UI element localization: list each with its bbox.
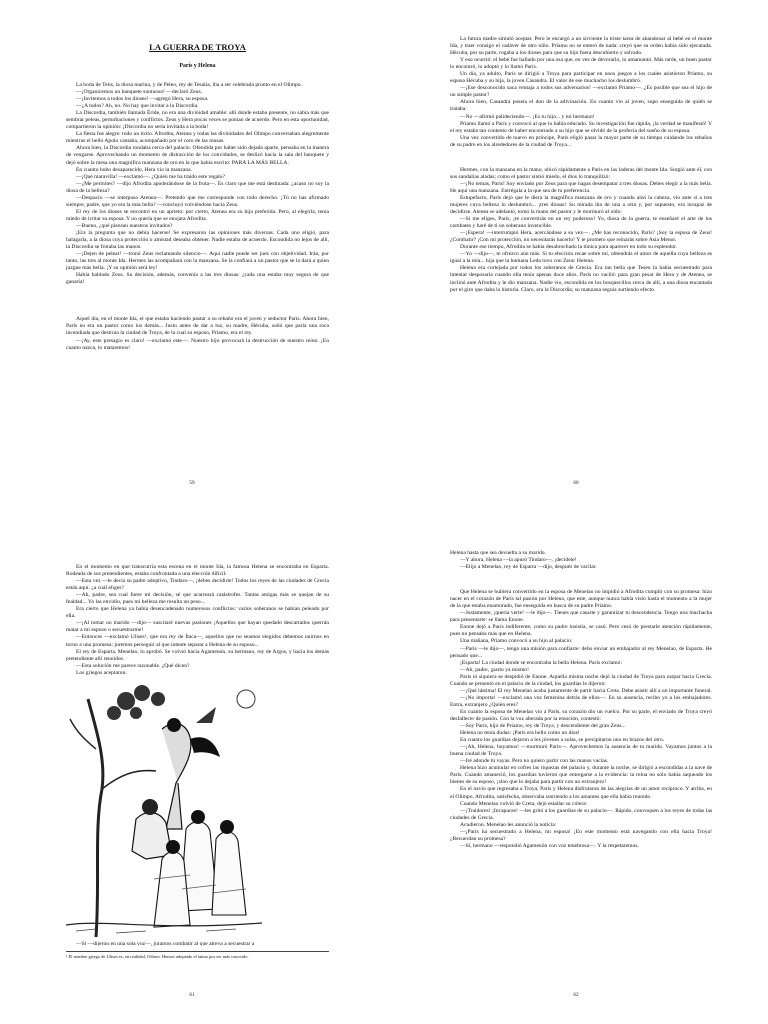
- paragraph: —Esta vez —le decía su padre adoptivo, Tindaro—, ¡debes decidirte! Todos los reyes de las ciudades de Grecia están aquí. ¿a cuál eliges?: [66, 578, 329, 592]
- paragraph: —¡Al tomar un marido —dijo— suscitaré nuevas pasiones ¡Aquellos que hayan quedado descartados querrán matar a mi esposo o secuestrarme!: [66, 620, 329, 634]
- paragraph: —¡Ese desconocido saca ventaja a todos sus adversarios! —exclamó Príamo—. ¿Es posible que sea el hijo de un simple pastor?: [450, 85, 712, 99]
- paragraph: En cuanto hubo desaparecido, Hera vio la manzana.: [76, 166, 193, 173]
- paragraph: Que Helena se hubiera convertido en la esposa de Menelao no impidió a Afrodita cumplir con su promesa: hizo nacer en el corazón de París tal pasión por Helena, que este, aunque nunca había visto hasta el momento a la mujer de la que estaba enamorado, fue enseguida en busca de su padre Príamo.: [450, 589, 712, 610]
- paragraph: —No —afirmó palideciendo—. ¡Es tu hijo... y mi hermano!: [460, 113, 595, 120]
- paragraph: El rey de los dioses se encontró en un aprieto: por cierto, Atenea era su hija preferida. Pero, al elegirla, tenía miedo de irritar su esposa. Y no quería que se enojara Afrodita.: [66, 208, 329, 222]
- paragraph: —Bueno, ¿qué piensan nuestros invitados?: [76, 222, 173, 229]
- paragraph: —¡Invitemos a todos los dioses! —agregó Hera, su esposa.: [76, 96, 209, 103]
- page-59: [0, 0, 384, 512]
- paragraph: Una mañana, Príamo convocó a su hijo al palacio:: [460, 638, 573, 645]
- paragraph: Un día, ya adulto, París se dirigió a Troya para participar en unos juegos a los cuales asistieron Príamo, su esposa Hécuba y su hija, la joven Casandra. El valor de ese muchacho los deslumbró.: [450, 71, 712, 85]
- page-62-text: [450, 550, 712, 850]
- paragraph: —Ah, padre, sea cual fuere mi decisión, sé que acarreará catástrofes. Tantas amigas más se quejan de su fealdad... Yo las envidio, pues mi belleza me resulta un peso...: [66, 592, 329, 606]
- paragraph: El rey de Esparta, Menelao, lo aprobó. Se volvió hacia Agamenón, su hermano, rey de Argos, y hacia los demás pretendiente allí reunidos.: [66, 648, 329, 662]
- paragraph: ¡Era la pregunta que no debía hacerse! Se expresaron las opiniones más diversas. Cada uno eligió, para halagarla, a la diosa cuya protección o amistad deseaba obtener. Nadie estaba de acuerdo. Escondida no lejos de allí, la Discordia se frotaba las manos.: [66, 229, 329, 251]
- paragraph: Helena no tenía dudas: ¡París era bello como un dios!: [460, 730, 580, 737]
- paragraph: Aquel día, en el monte Ida, el que estaba haciendo pastar a su rebaño era el joven y seductor París. Ahora bien, París no era un pastor como los demás... Justo antes de dar a luz, su madre, Hécuba, soñó que paría una roca incendiada que destruía la ciudad de Troya, de la cual su esposo, Príamo, era el rey.: [66, 316, 329, 337]
- paragraph: Había hablado Zeus. Su decisión, además, convenía a las tres diosas: ¿cada una estaba muy segura de que ganaría!: [66, 272, 329, 286]
- paragraph: La fiesta fue alegre: todo un éxito. Afrodita, Atenea y todas las divinidades del Olimpo conversaban alegremente mientras el bello Apolo cantaba, acompañado por el coro de las musas.: [66, 131, 329, 145]
- paragraph: Era cierto que Helena ya había desencadenado numerosos conflictos: varios soberanos se habían peleado por ella.: [66, 606, 329, 620]
- paragraph: Los griegos aceptaron.: [76, 669, 127, 676]
- paragraph: —Iré adonde tú vayas. Pero no quiero partir con las manos vacías.: [460, 758, 609, 765]
- paragraph: —Sí, hermano —respondió Agamenón con voz tenebrosa—. Y la respetaremos.: [460, 842, 639, 849]
- paragraph: —¡Traidores! ¡Incapaces! —les gritó a los guardias de su palacio—. Rápido, convoquen a los reyes de todas las ciudades de Grecia.: [450, 807, 712, 821]
- paragraph: Helena hasta que sea devuelta a su marido.: [450, 550, 546, 556]
- paragraph: Estupefacto, París dejó que le diera la magnífica manzana de oro y cuando alzó la cabeza, vio ante sí a tres mujeres cuya belleza lo deslumbró... ¡tres diosas! Su mirada iba de una a otra y, por supuesto, era incapaz de decidirse. Atenea se adelantó, tomó la mano del pastor y le murmuró al oído:: [450, 194, 712, 216]
- paragraph: ¡Esparta! La ciudad donde se encontraba la bella Helena. París exclamó:: [460, 659, 622, 666]
- paragraph: —¡Espera! —interrumpió Hera, acercándose a su vez—. ¿Me has reconocido, París? ¡Soy la esposa de Zeus! ¿Combatir? ¡Con mi protección, no necesitarás hacerlo! Y te prometo que reinarás sobre Asia Menor.: [450, 230, 712, 244]
- page-61: [0, 512, 384, 1024]
- paragraph: Enone dejó a París indiferente; como su padre insistía, se casó. Pero cesó de prestarle atención rápidamente, pues no pensaba más que en Helena.: [450, 624, 712, 638]
- paragraph: —Yo —dijo—, te ofrezco aún más. Si tu elección recae sobre mí, obtendrás el amor de aquella cuya belleza es igual a la mía... hija que la humana Leda tuvo con Zeus: Helena.: [450, 251, 712, 265]
- paragraph: París ni siquiera se despidió de Enone. Aquella misma noche dejó la ciudad de Troya para zarpar hacia Grecia. Cuando se presentó en el palacio de la ciudad, los guardias le dijeron:: [450, 673, 712, 687]
- paragraph: —¡Organicemos un banquete suntuoso! —declaró Zeus.: [76, 89, 203, 96]
- paragraph: Y eso ocurrió: el bebé fue hallado por una osa que, en vez de devorarlo, lo amamantó. Más tarde, un buen pastor lo encontró, lo adoptó y lo llamó París.: [450, 57, 712, 71]
- paragraph: —Sí —dijeron en una sola voz—, juramos combatir al que atreva a secuestrar a: [76, 940, 255, 947]
- paragraph: Helena era cortejada por todos los soberanos de Grecia. Era tan bella que Teseo la había secuestrado para intentar desposarla cuando ella tenía apenas doce años. París no vaciló: para gran pesar de Hera y de Atenea, se inclinó ante Afrodita y le dio manzana. Nadie vio, escondida en los bosquecillos cerca de allí, a una diosa encantada por el giro que daba la historia. Claro, era la Discordia; su manzana seguía surtiendo efecto.: [450, 265, 712, 293]
- paragraph: —Y ahora, Helena —la apuró Tindaro—, ¡decídete!: [460, 557, 577, 564]
- paragraph: La futura madre simuló aceptar. Pero le encargó a un sirviente la triste tarea de abandonar al bebé en el monte Ida, y traer consigo el cadáver de otro niño. Príamo no se enteró de nada: creyó que su orden había sido ejecutada. Hécuba, por su parte, rogaba a los dioses para que su hijo fuera descubierto y salvado.: [450, 36, 712, 57]
- paragraph: En cuanto la esposa de Menelao vio a París, su corazón dio un vuelco. Por su parte, el enviado de Troya creyó desfallecer de pasión. Con la voz alterada por la emoción, contestó:: [450, 708, 712, 722]
- page-60-text: [450, 36, 712, 294]
- paragraph: Helena hizo acumular en cofres las riquezas del palacio y, durante la noche, se dirigió a escondidas a la nave de París. Cuando amaneció, los guardias tuvieron que entregarse a la evidencia: la reina no sólo había saqueado los bienes de su esposo, ¡sino que lo dejaba para partir con un extranjero!: [450, 765, 712, 786]
- page-61-text: [66, 564, 329, 960]
- paragraph: La boda de Tetis, la diosa marina, y de Peleo, rey de Tesalia, iba a ser celebrada pronto en el Olimpo.: [76, 82, 302, 88]
- paragraph: —París —le dijo—, tengo una misión para confiarte: debo enviar un embajador al rey Menelao, de Esparta. He pensado que...: [450, 645, 712, 659]
- paragraph: En el navío que regresaba a Troya, París y Helena disfrutaron de las alegrías de un amor recíproco. Y arriba, en el Olimpo, Afrodita, satisfecha, observaba sonriendo a los amantes que ella había reunido.: [450, 786, 712, 800]
- page-number: 61: [189, 992, 195, 998]
- paragraph: —Soy París, hijo de Príamo, rey de Troya, y descendiente del gran Zeus...: [460, 723, 626, 730]
- paragraph: —Esta solución me parece razonable. ¿Qué dicen?: [76, 662, 190, 669]
- paragraph: Durante ese tiempo, Afrodita se había desabrochado la túnica para aparecer en todo su esplendor.: [460, 244, 678, 251]
- paragraph: —Justamente, ¡quería verte! —le dijo—. Tienes que casarte y garantizar tu descendencia. Tengo una muchacha para presentarte: se llama Enone.: [450, 610, 712, 624]
- paragraph: —Elijo a Menelao, rey de Esparta —dijo, después de vacilar.: [460, 564, 597, 571]
- paragraph: —¡Qué lástima! El rey Menelao acaba justamente de partir hacia Creta. Debe asistir allí a un importante funeral.: [460, 687, 712, 694]
- chapter-subtitle: París y Helena: [179, 63, 216, 69]
- paragraph: —Entonces —exclamó Ulises¹, que era rey de Ítaca—, aquellos que no seamos elegidos debemos unirnos en torno a una promesa: juremos perseguir al que intente separar a Helena de su esposo...: [66, 634, 329, 648]
- paragraph: Una vez convertido de nuevo en príncipe, París eligió pasar la mayor parte de su tiempo cuidando los rebaños de su padre en los alrededores de la ciudad de Troya...: [450, 134, 712, 148]
- page-62: [384, 512, 768, 1024]
- paragraph: Príamo llamó a París y convocó al que lo había educado. Su investigación fue rápida, ¡la verdad se manifestó! Y el rey estaba tan contento de haber encontrado a su hijo que se olvidó de la profecía del sueño de su esposa.: [450, 120, 712, 134]
- section-break: [450, 149, 712, 167]
- paragraph: —¡Ay, este presagio es claro! —exclamó este—. Nuestro hijo provocará la destrucción de nuestro reino. ¡En cuanto nazca, lo mataremos!: [66, 337, 329, 351]
- paragraph: Cuando Menelao volvió de Creta, dejó estallar su cólera:: [460, 800, 588, 807]
- paragraph: —Despacio —se interpuso Atenea—. Pretendo que me corresponde con todo derecho. ¡Tú no has afirmado siempre, padre, que yo era la más bella? —concluyó volviéndose hacia Zeus.: [66, 194, 329, 208]
- illustration-ink-drawing: [66, 679, 262, 937]
- paragraph: —¡Dejen de pelear! —tronó Zeus reclamando silencio—. Aquí nadie puede ser juez con objetividad. Irán, por tanto, las tres al monte Ida. Hermes las acompañará con la manzana. Se la confiará a un pastor que se la dará a quien juzgue más bella. ¡Y su opinión será ley!: [66, 251, 329, 272]
- paragraph: Ahora bien, la Discordia rondaba cerca del palacio. Ofendida por haber sido dejada aparte, pensaba en la manera de vengarse. Aprovechando un momento de distracción de los convidados, se deslizó hacia la sala del banquete y dejó sobre la mesa una magnífica manzana de oro en la que había escrito: PARA LA MÁS BELLA.: [66, 145, 329, 166]
- footnote: ¹ El nombre griego de Ulises es, en realidad, Odiseo. Hemos adoptado el latino por ser más conocido.: [66, 951, 329, 960]
- paragraph: —Ah, padre, ¡parto ya mismo!: [460, 666, 529, 673]
- paragraph: —¡No importa! —exclamó una voz femenina detrás de ellos—. En su ausencia, recibo yo a los embajadores. Entra, extranjero ¿Quién eres?: [450, 694, 712, 708]
- paragraph: —¡Qué maravilla! —exclamó—. ¿Quién me ha traído este regalo?: [76, 173, 225, 180]
- paragraph: —¡París ha secuestrado a Helena, mi esposa! ¡En este momento está navegando con ella hacia Troya! ¿Recuerdan su promesa?: [450, 828, 712, 842]
- paragraph: En el momento en que transcurría esta escena en el monte Ida, la famosa Helena se encontraba en Esparta. Rodeada de sus pretendientes, estaba confrontada a una elección difícil:: [66, 564, 329, 578]
- paragraph: En cuanto los guardias dejaron a los jóvenes a solas, se precipitaron uno en brazos del otro.: [460, 737, 665, 744]
- paragraph: —¡No temas, París! Soy enviado por Zeus para que hagas desempatar a tres diosas. Debes elegir a la más bella. He aquí una manzana. Entrégala a la que sea de tu preferencia.: [450, 180, 712, 194]
- paragraph: Acudieron. Menelao les anunció la noticia:: [460, 821, 557, 828]
- paragraph: —¿A todos? Ah, no. No hay que invitar a la Discordia.: [76, 103, 199, 110]
- page-number: 59: [189, 480, 195, 486]
- page-number: 62: [573, 992, 579, 998]
- paragraph: La Discordia, también llamada Éride, no era una divinidad amable: allí donde estaba presente, no sabía más que sembrar peleas, perturbaciones y conflictos. Zeus y Hera pocas veces se ponían de acuerdo. Pero en esta oportunidad, compartieron la opinión: ¡Discordia no sería invitada a la boda!: [66, 110, 329, 131]
- paragraph: Ahora bien, Casandra poseía el don de la adivinación. En cuanto vio al joven, supo enseguida de quién se trataba:: [450, 99, 712, 113]
- chapter-title: LA GUERRA DE TROYA: [149, 42, 246, 52]
- paragraph: Hermes, con la manzana en la mano, ubicó rápidamente a París en las laderas del monte Ida. Surgió ante él, con sus sandalias aladas; como el pastor sintió miedo, el dios lo tranquilizó:: [450, 166, 712, 180]
- section-break: [450, 571, 712, 589]
- section-break: [66, 286, 329, 316]
- paragraph: —¿Me permites? —dijo Afrodita apoderándose de la fruta—. Es claro que me está destinada: ¿acaso no soy la diosa de la belleza?: [66, 180, 329, 194]
- page-60: [384, 0, 768, 512]
- paragraph: —¡Ah, Helena, huyamos! —murmuró París—. Aprovechemos la ausencia de tu marido. Vayamos juntos a la buena ciudad de Troya.: [450, 744, 712, 758]
- paragraph: —Si me eliges, París, ¡te convertirás en un rey poderoso! Yo, diosa de la guerra, te enseñaré el arte de los combates y haré de ti un soberano invencible.: [450, 216, 712, 230]
- page-59-text: [66, 36, 329, 352]
- page-number: 60: [573, 480, 579, 486]
